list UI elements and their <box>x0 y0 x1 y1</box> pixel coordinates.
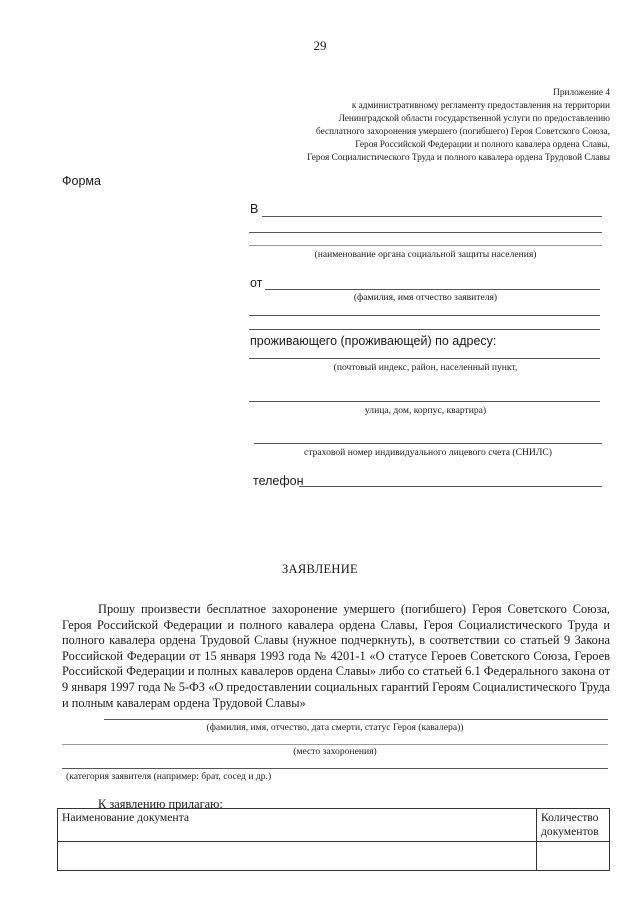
org-caption: (наименование органа социальной защиты населения) <box>314 249 537 260</box>
postal-field-line[interactable] <box>249 358 600 359</box>
phone-label: телефон <box>253 474 304 488</box>
recipient-field-line[interactable] <box>249 245 602 246</box>
table-header-row <box>58 809 610 842</box>
phone-field-line[interactable] <box>299 486 602 487</box>
applicant-field-line[interactable] <box>249 329 600 330</box>
hero-caption: (фамилия, имя, отчество, дата смерти, статус Героя (кавалера)) <box>206 722 464 733</box>
column-header-document-count: Количество документов <box>537 809 610 842</box>
address-label: проживающего (проживающей) по адресу: <box>250 334 497 348</box>
recipient-field-line[interactable] <box>262 216 602 217</box>
postal-caption: (почтовый индекс, район, населенный пункт, <box>333 362 518 373</box>
documents-table <box>57 808 610 871</box>
category-caption: (категория заявителя (например: брат, сосед и др.) <box>66 771 272 782</box>
snils-field-line[interactable] <box>254 443 602 444</box>
hero-field-line[interactable] <box>104 719 608 720</box>
applicant-field-line[interactable] <box>265 289 600 290</box>
document-title: ЗАЯВЛЕНИЕ <box>282 562 358 576</box>
to-prefix: В <box>250 202 259 216</box>
table-row <box>58 842 610 871</box>
street-field-line[interactable] <box>249 401 600 402</box>
appendix-line: Героя Социалистического Труда и полного кавалера ордена Трудовой Славы <box>307 153 610 163</box>
recipient-field-line[interactable] <box>249 232 602 233</box>
table-cell[interactable] <box>537 842 610 871</box>
appendix-line: Приложение 4 <box>553 88 610 98</box>
applicant-field-line[interactable] <box>249 315 600 316</box>
attachment-label: К заявлению прилагаю: <box>98 797 223 811</box>
application-text: Прошу произвести бесплатное захоронение умершего (погибшего) Героя Советского Союза, Героя Российской Федерации и полного кавалера ордена Славы, Героя Социалистического Труда и полного кавалера ордена Трудовой Славы (нужное подчеркнуть), в соответствии со статьей 9 Закона Российской Федерации от 15 января 1993 года № 4201-1 «О статусе Героев Советского Союза, Героев Российской Федерации и полных кавалеров ордена Славы» либо со статьей 6.1 Федерального закона от 9 января 1997 года № 5-ФЗ «О предоставлении социальных гарантий Героям Социалистического Труда и полным кавалерам ордена Трудовой Славы» <box>62 602 610 710</box>
table-cell[interactable] <box>58 842 537 871</box>
from-prefix: от <box>250 276 263 290</box>
appendix-line: бесплатного захоронения умершего (погибшего) Героя Советского Союза, <box>315 127 610 137</box>
snils-caption: страховой номер индивидуального лицевого счета (СНИЛС) <box>304 447 552 458</box>
appendix-note <box>230 87 610 165</box>
column-header-document-name: Наименование документа <box>58 809 537 842</box>
appendix-line: Ленинградской области государственной услуги по предоставлению <box>338 114 610 124</box>
category-field-line[interactable] <box>62 768 608 769</box>
form-label: Форма <box>62 174 101 188</box>
appendix-line: к административному регламенту предоставления на территории <box>351 101 610 111</box>
street-caption: улица, дом, корпус, квартира) <box>364 405 487 416</box>
appendix-line: Героя Российской Федерации и полного кавалера ордена Славы, <box>355 140 610 150</box>
page-number: 29 <box>313 38 327 53</box>
burial-caption: (место захоронения) <box>293 746 377 757</box>
burial-field-line[interactable] <box>62 744 608 745</box>
applicant-caption: (фамилия, имя отчество заявителя) <box>353 292 498 303</box>
